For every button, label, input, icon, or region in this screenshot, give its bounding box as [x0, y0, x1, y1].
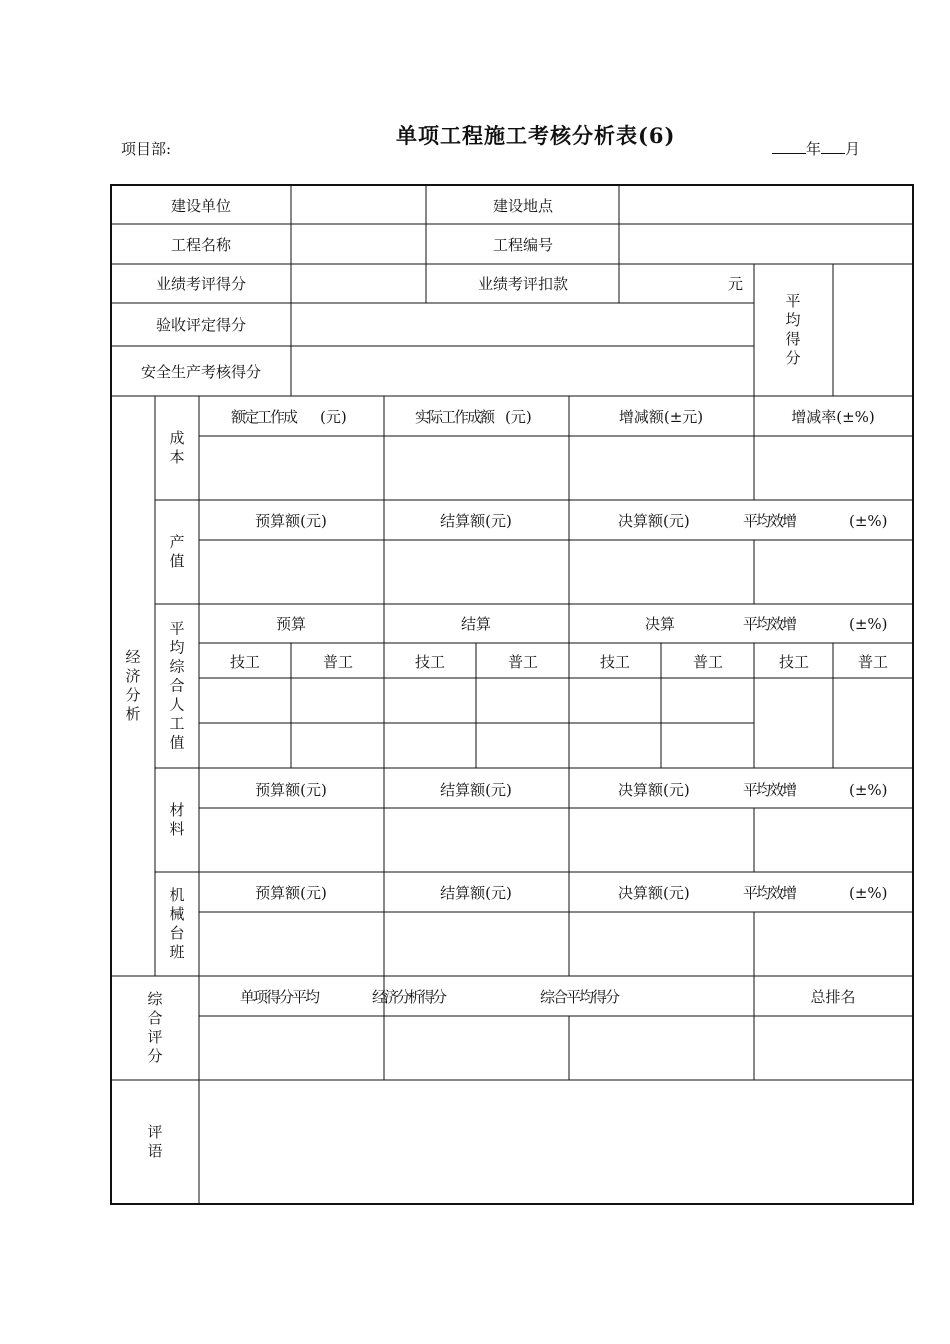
materials-label: 材料	[169, 801, 185, 838]
total-rank-header: 总排名	[810, 988, 856, 1006]
labor-pct-header: (±%)	[849, 615, 888, 633]
acceptance-score-label: 验收评定得分	[155, 316, 247, 334]
output-efficiency-header: 平均效增	[743, 512, 796, 530]
comments-label: 评语	[147, 1123, 163, 1160]
efficiency-skilled-header: 技工	[778, 653, 810, 671]
performance-deduction-label: 业绩考评扣款	[477, 275, 569, 293]
year-label: 年	[806, 140, 822, 158]
construction-site-label: 建设地点	[492, 197, 554, 215]
machinery-efficiency-header: 平均效增	[743, 884, 796, 902]
labor-efficiency-header: 平均效增	[743, 615, 796, 633]
settlement-skilled-header: 技工	[414, 653, 446, 671]
final-skilled-header: 技工	[599, 653, 631, 671]
rated-cost-header: 额定工作成	[231, 408, 297, 426]
cost-label: 成本	[169, 429, 185, 466]
output-settlement-header: 结算额(元)	[440, 512, 512, 530]
machinery-label: 机械台班	[169, 886, 185, 961]
budget-general-header: 普工	[322, 653, 354, 671]
project-number-label: 工程编号	[492, 236, 554, 254]
currency-unit: 元	[728, 275, 744, 293]
project-name-label: 工程名称	[170, 236, 232, 254]
output-budget-header: 预算额(元)	[255, 512, 327, 530]
average-item-score-header: 单项得分平均	[240, 988, 319, 1006]
final-general-header: 普工	[692, 653, 724, 671]
average-score-label: 平均得分	[785, 292, 801, 367]
economic-score-header: 经济分析得分	[372, 988, 445, 1006]
performance-score-label: 业绩考评得分	[155, 275, 247, 293]
department-label: 项目部:	[121, 140, 172, 158]
output-final-header: 决算额(元)	[618, 512, 690, 530]
page-title: 单项工程施工考核分析表(6)	[396, 123, 676, 148]
month-label: 月	[845, 140, 861, 158]
actual-cost-unit: (元)	[505, 408, 532, 426]
materials-budget-header: 预算额(元)	[255, 781, 327, 799]
budget-skilled-header: 技工	[229, 653, 261, 671]
materials-final-header: 决算额(元)	[618, 781, 690, 799]
materials-efficiency-header: 平均效增	[743, 781, 796, 799]
safety-score-label: 安全生产考核得分	[140, 363, 262, 381]
economic-analysis-label: 经济分析	[125, 648, 141, 723]
construction-unit-label: 建设单位	[170, 197, 232, 215]
rated-cost-unit: (元)	[320, 408, 347, 426]
output-pct-header: (±%)	[849, 512, 888, 530]
actual-cost-header: 实际工作成额	[415, 408, 494, 426]
labor-settlement-header: 结算	[460, 615, 492, 633]
comments-input-area[interactable]	[200, 1081, 912, 1203]
labor-final-header: 决算	[645, 615, 676, 633]
machinery-settlement-header: 结算额(元)	[440, 884, 512, 902]
materials-pct-header: (±%)	[849, 781, 888, 799]
settlement-general-header: 普工	[507, 653, 539, 671]
overall-average-header: 综合平均得分	[540, 988, 619, 1006]
change-amount-header: 增减额(±元)	[618, 408, 704, 426]
machinery-budget-header: 预算额(元)	[255, 884, 327, 902]
overall-score-label: 综合评分	[147, 990, 163, 1065]
change-rate-header: 增减率(±%)	[791, 408, 875, 426]
labor-budget-header: 预算	[275, 615, 307, 633]
output-label: 产值	[169, 533, 185, 570]
machinery-final-header: 决算额(元)	[618, 884, 690, 902]
efficiency-general-header: 普工	[857, 653, 889, 671]
materials-settlement-header: 结算额(元)	[440, 781, 512, 799]
labor-label: 平均综合人工值	[169, 619, 185, 752]
machinery-pct-header: (±%)	[849, 884, 888, 902]
